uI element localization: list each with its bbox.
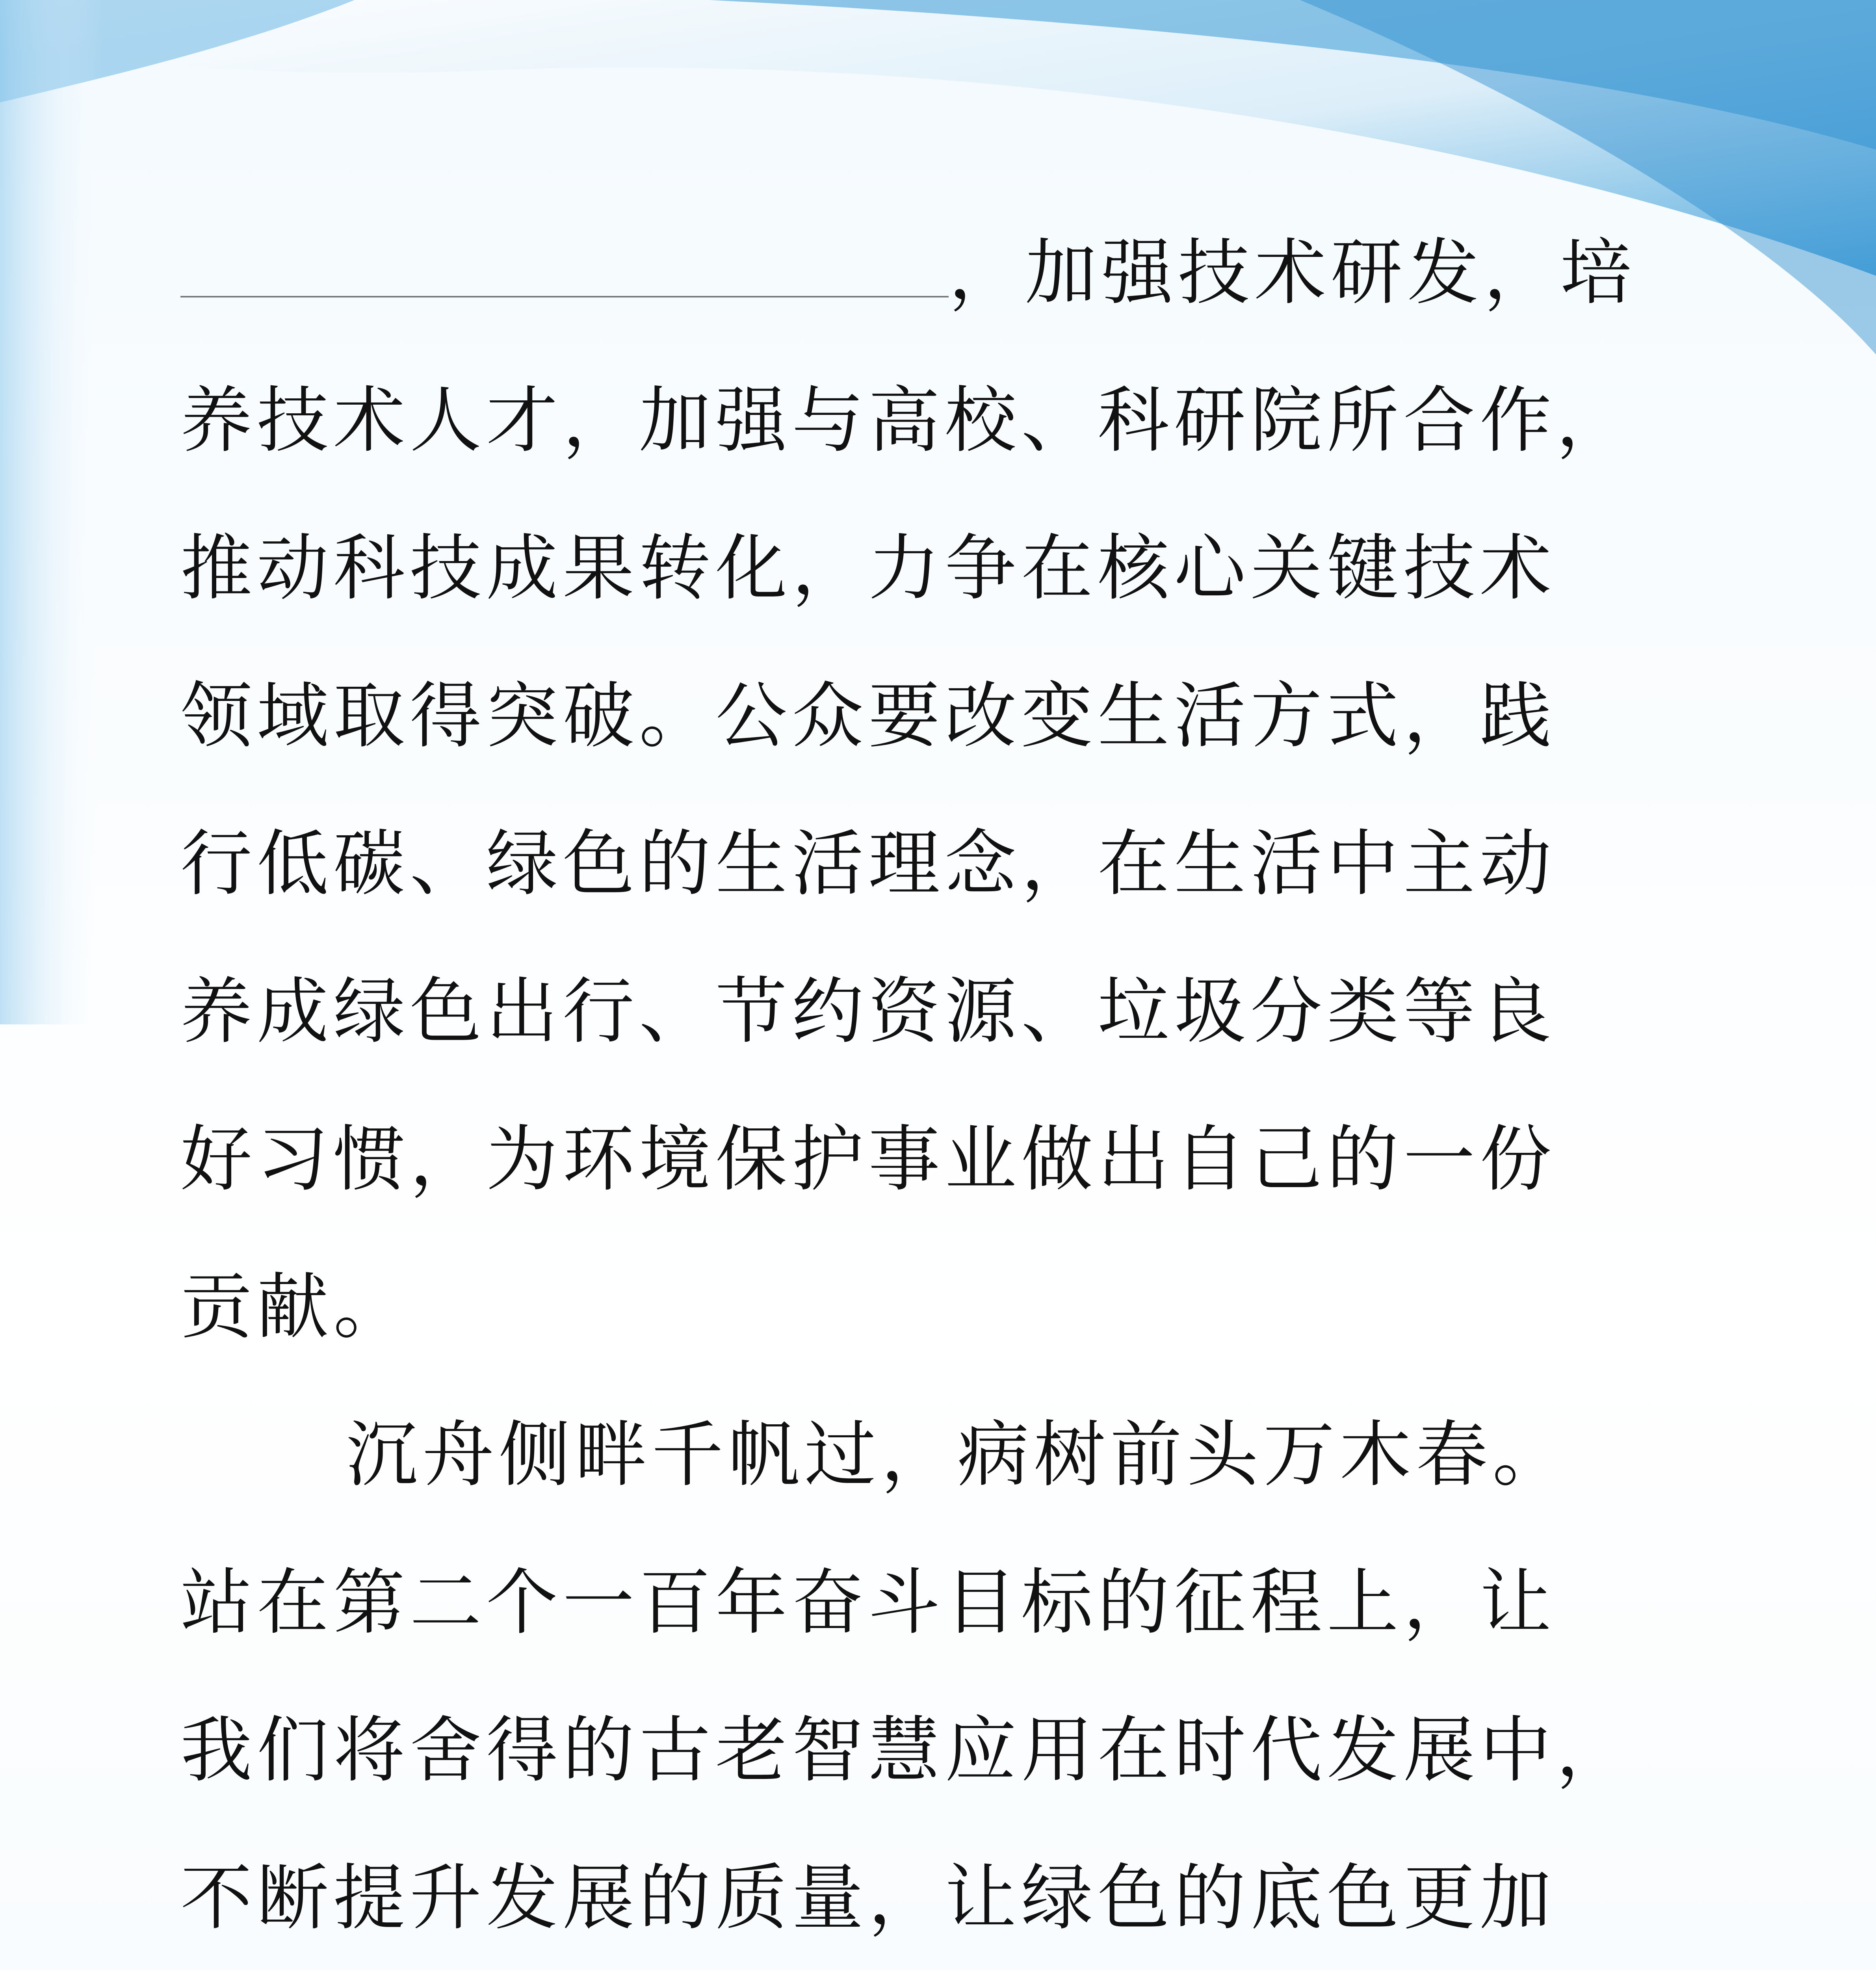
line-text: ，加强技术研发，培	[949, 231, 1636, 314]
text-line: 领域取得突破。公众要改变生活方式，践	[180, 674, 1556, 758]
text-line: 我们将舍得的古老智慧应用在时代发展中，	[180, 1708, 1633, 1792]
fill-in-blank	[180, 224, 949, 297]
text-line: 推动科技成果转化，力争在核心关键技术	[180, 526, 1556, 610]
text-line: 行低碳、绿色的生活理念，在生活中主动	[180, 822, 1556, 905]
text-line: 贡献。	[180, 1265, 410, 1349]
text-line: 养技术人才，加强与高校、科研院所合作，	[180, 379, 1633, 462]
body-text	[180, 199, 1697, 1970]
paragraph-start-line: 沉舟侧畔千帆过，病树前头万木春。	[346, 1413, 1569, 1496]
text-line: 站在第二个一百年奋斗目标的征程上，让	[180, 1561, 1556, 1644]
text-line: 不断提升发展的质量，让绿色的底色更加	[180, 1856, 1556, 1940]
text-line: 好习惯，为环境保护事业做出自己的一份	[180, 1117, 1556, 1201]
text-line	[180, 199, 1697, 347]
text-line: 养成绿色出行、节约资源、垃圾分类等良	[180, 970, 1556, 1053]
